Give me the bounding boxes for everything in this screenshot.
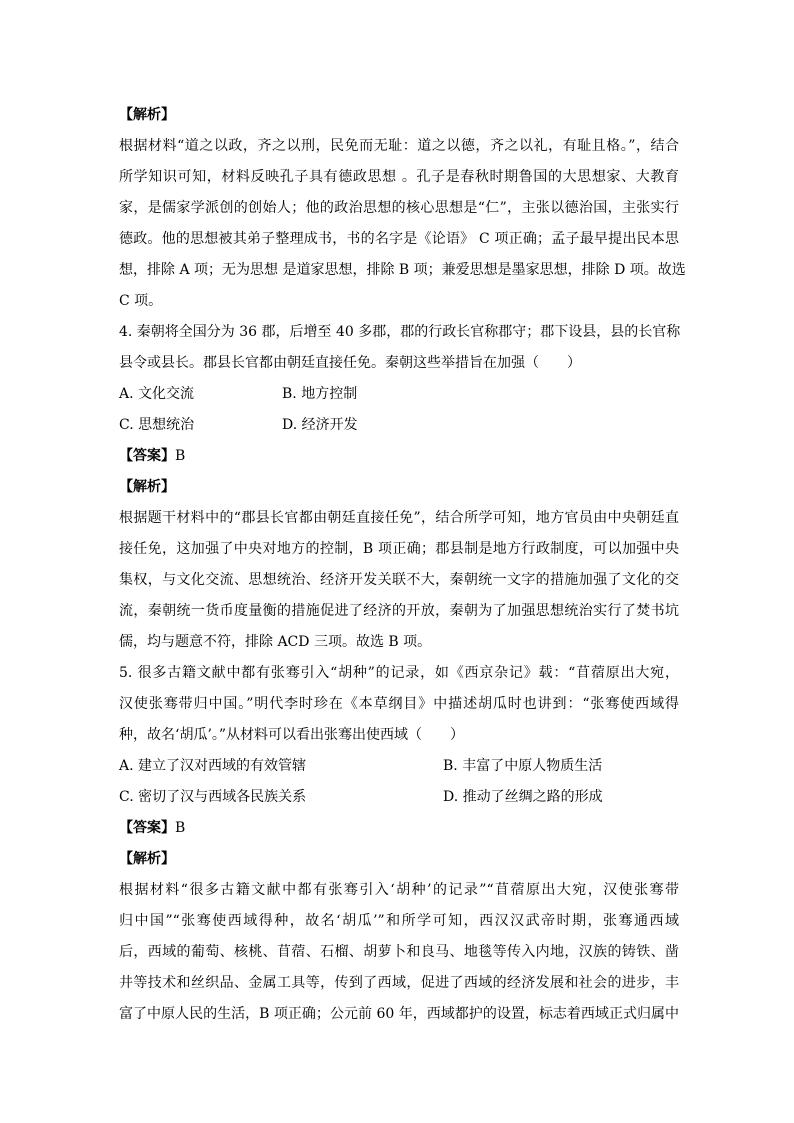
- answer-heading: 【答案】: [119, 448, 175, 464]
- q3-analysis-line: C 项。: [119, 293, 163, 309]
- q5-stem-line: 汉使张骞带归中国。”明代李时珍在《本草纲目》中描述胡瓜时也讲到：“张骞使西域得: [119, 696, 679, 712]
- q4-options-row: [119, 379, 679, 410]
- q3-analysis-line: 家，是儒家学派创的创始人；他的政治思想的核心思想是“仁”，主张以德治国，主张实行: [119, 200, 679, 216]
- q5-option-a: A. 建立了汉对西域的有效管辖: [119, 758, 307, 774]
- q5-analysis-line: 根据材料“很多古籍文献中都有张骞引入‘胡种’的记录”“苜蓿原出大宛，汉使张骞带: [119, 882, 679, 898]
- q5-option-d: D. 推动了丝绸之路的形成: [443, 789, 603, 805]
- q3-analysis-line: 所学知识可知，材料反映孔子具有德政思想 。孔子是春秋时期鲁国的大思想家、大教育: [119, 169, 679, 185]
- q4-option-d: D. 经济开发: [282, 417, 358, 433]
- q5-option-b: B. 丰富了中原人物质生活: [443, 758, 603, 774]
- q3-analysis-line: 根据材料“道之以政，齐之以刑，民免而无耻：道之以德，齐之以礼，有耻且格。”，结合: [119, 138, 679, 154]
- q4-stem-line: 4. 秦朝将全国分为 36 郡，后增至 40 多郡，郡的行政长官称郡守；郡下设县，县的长官称: [119, 324, 681, 340]
- analysis-heading: 【解析】: [119, 479, 175, 495]
- q5-analysis-line: 井等技术和丝织品、金属工具等，传到了西域，促进了西域的经济发展和社会的进步，丰: [119, 975, 679, 991]
- q5-option-c: C. 密切了汉与西域各民族关系: [119, 789, 307, 805]
- q4-analysis-line: 集权，与文化交流、思想统治、经济开发关联不大，秦朝统一文字的措施加强了文化的交: [119, 572, 679, 588]
- q4-analysis-line: 根据题干材料中的“郡县长官都由朝廷直接任免”，结合所学可知，地方官员由中央朝廷直: [119, 510, 679, 526]
- q4-option-c: C. 思想统治: [119, 417, 195, 433]
- q5-answer-line: [119, 813, 679, 844]
- q3-analysis-line: 想，排除 A 项；无为思想 是道家思想，排除 B 项；兼爱思想是墨家思想，排除 D 项。故选: [119, 262, 686, 278]
- q4-options-row: [119, 410, 679, 441]
- q5-options-row: [119, 782, 679, 813]
- q4-analysis-line: 儒，均与题意不符，排除 ACD 三项。故选 B 项。: [119, 634, 432, 650]
- q5-analysis-line: 后，西域的葡萄、核桃、苜蓿、石榴、胡萝卜和良马、地毯等传入内地，汉族的铸铁、凿: [119, 944, 679, 960]
- analysis-heading: 【解析】: [119, 107, 175, 123]
- q4-stem-line: 县令或县长。郡县长官都由朝廷直接任免。秦朝这些举措旨在加强（ ）: [119, 355, 581, 371]
- q5-stem-line: 种，故名‘胡瓜’。”从材料可以看出张骞出使西域（ ）: [119, 727, 465, 743]
- q5-options-row: [119, 751, 679, 782]
- q4-answer-line: [119, 441, 679, 472]
- q4-analysis-line: 流，秦朝统一货币度量衡的措施促进了经济的开放，秦朝为了加强思想统治实行了焚书坑: [119, 603, 679, 619]
- q5-analysis-line: 富了中原人民的生活，B 项正确；公元前 60 年，西域都护的设置，标志着西域正式归属中: [119, 1006, 679, 1022]
- q4-analysis-line: 接任免，这加强了中央对地方的控制，B 项正确；郡县制是地方行政制度，可以加强中央: [119, 541, 679, 557]
- q4-option-b: B. 地方控制: [282, 386, 358, 402]
- analysis-heading: 【解析】: [119, 851, 175, 867]
- q4-answer-value: B: [175, 448, 186, 464]
- q5-answer-value: B: [175, 820, 186, 836]
- document-page: [119, 100, 686, 1030]
- q5-stem-line: 5. 很多古籍文献中都有张骞引入“胡种”的记录，如《西京杂记》载：“苜蓿原出大宛，: [119, 665, 679, 681]
- q5-analysis-line: 归中国”“张骞使西域得种，故名‘胡瓜’”和所学可知，西汉汉武帝时期，张骞通西域: [119, 913, 679, 929]
- q4-option-a: A. 文化交流: [119, 386, 195, 402]
- q3-analysis-line: 德政。他的思想被其弟子整理成书，书的名字是《论语》 C 项正确；孟子最早提出民本思: [119, 231, 679, 247]
- answer-heading: 【答案】: [119, 820, 175, 836]
